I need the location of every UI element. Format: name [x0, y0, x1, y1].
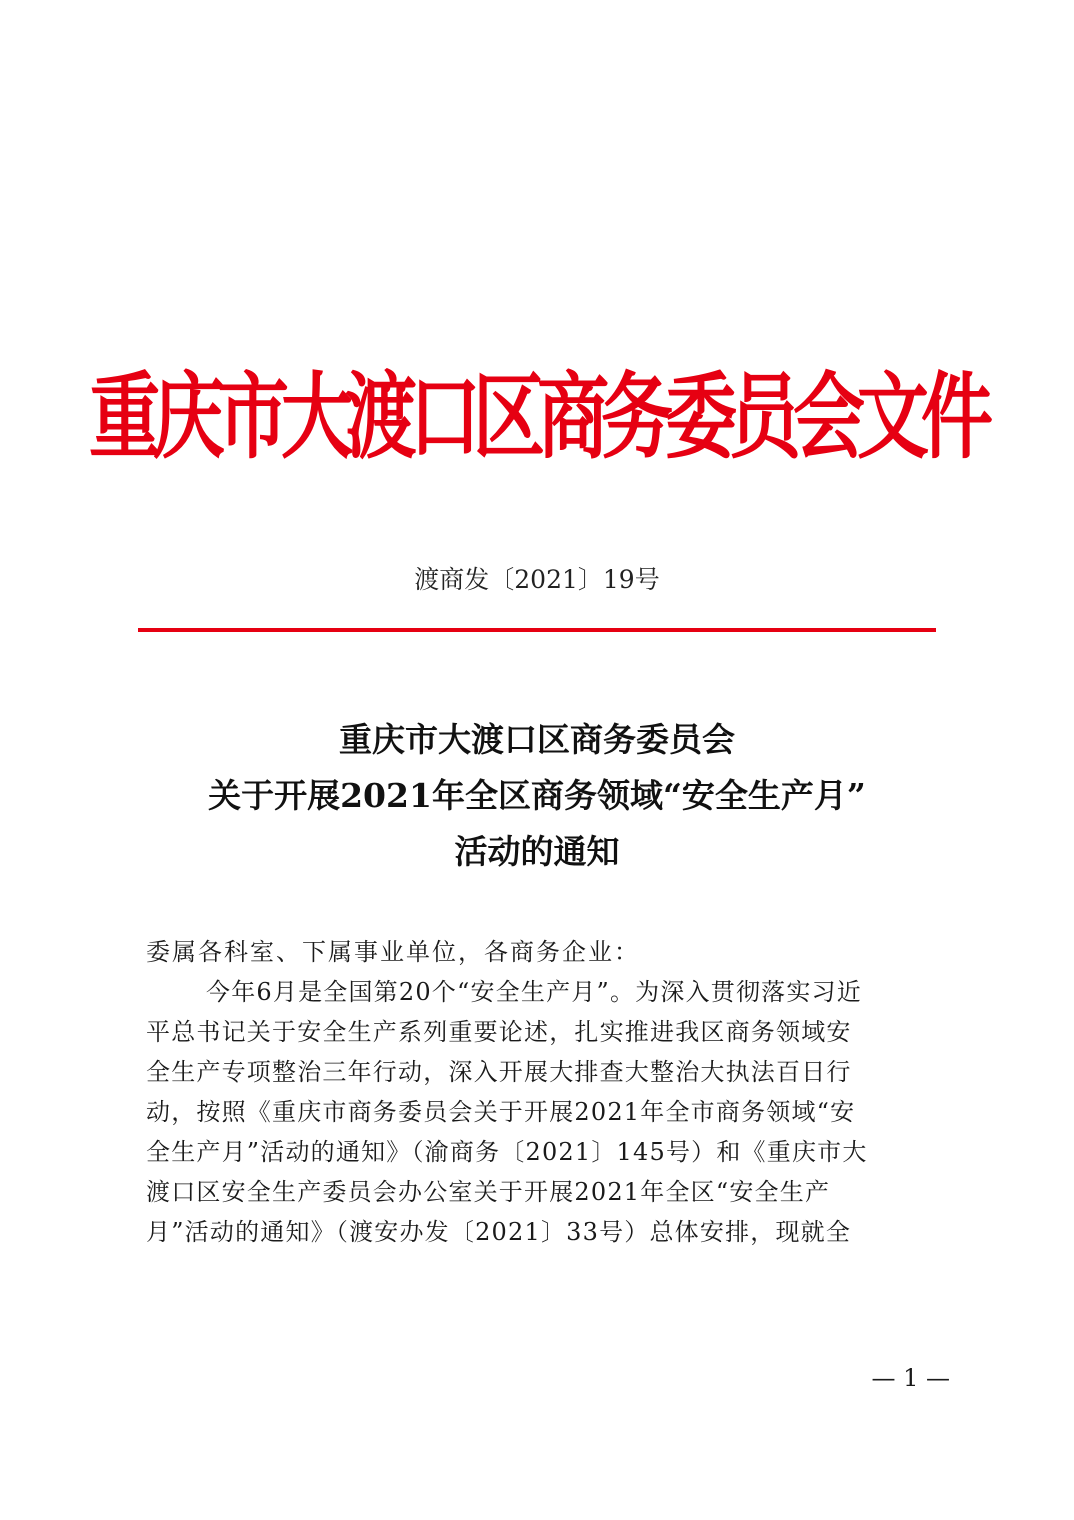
recipient-line: 委属各科室、下属事业单位，各商务企业：: [146, 938, 640, 966]
page-number: — 1 —: [871, 1364, 950, 1392]
body-text-line: 全生产专项整治三年行动，深入开展大排查大整治大执法百日行: [146, 1058, 852, 1086]
notice-title: [0, 712, 1074, 880]
body-text-line: 全生产月”活动的通知》（渝商务〔2021〕145号）和《重庆市大: [146, 1138, 868, 1166]
body-text-line: 动，按照《重庆市商务委员会关于开展2021年全市商务领域“安: [146, 1098, 856, 1126]
document-number: 渡商发〔2021〕19号: [414, 565, 660, 594]
notice-title-line: 关于开展2021年全区商务领域“安全生产月”: [208, 776, 866, 815]
document-header-title: 重庆市大渡口区商务委员会文件: [88, 362, 985, 472]
notice-title-line: 重庆市大渡口区商务委员会: [339, 720, 735, 759]
red-divider-line: [138, 628, 936, 632]
notice-title-line: 活动的通知: [454, 832, 620, 871]
body-text-line: 平总书记关于安全生产系列重要论述，扎实推进我区商务领域安: [146, 1018, 852, 1046]
body-text-line: 月”活动的通知》（渡安办发〔2021〕33号）总体安排，现就全: [146, 1218, 852, 1246]
body-text-line: 今年6月是全国第20个“安全生产月”。为深入贯彻落实习近: [206, 978, 862, 1006]
body-text-line: 渡口区安全生产委员会办公室关于开展2021年全区“安全生产: [146, 1178, 831, 1206]
